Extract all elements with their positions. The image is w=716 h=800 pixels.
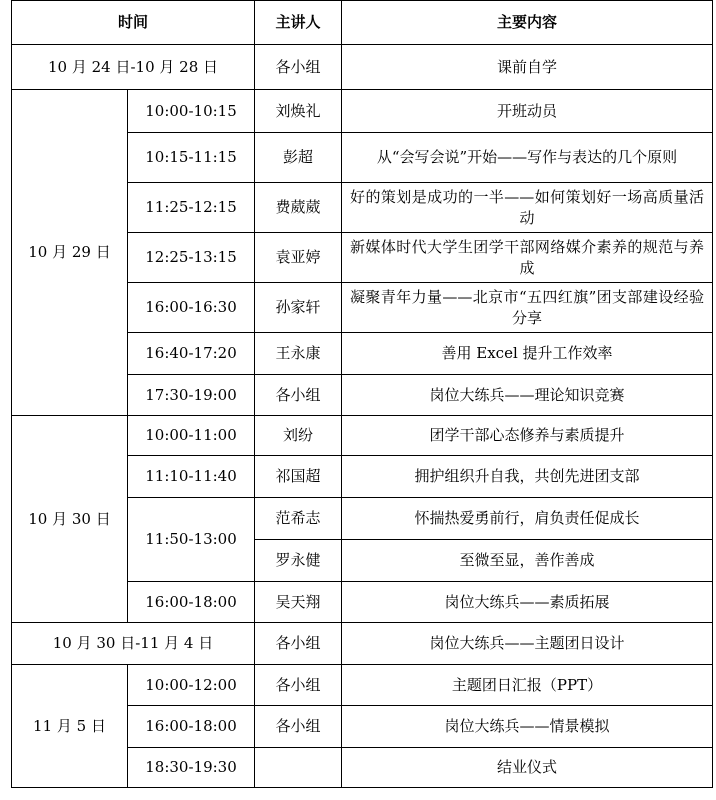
content-cell: 好的策划是成功的一半——如何策划好一场高质量活动 xyxy=(342,183,713,233)
speaker-cell: 刘焕礼 xyxy=(255,90,342,133)
time-cell: 11:50-13:00 xyxy=(128,498,255,582)
table-row xyxy=(12,416,713,456)
header-time: 时间 xyxy=(12,1,255,45)
speaker-cell: 各小组 xyxy=(255,706,342,748)
speaker-cell: 袁亚婷 xyxy=(255,233,342,283)
speaker-cell: 范希志 xyxy=(255,498,342,540)
speaker-cell: 吴天翔 xyxy=(255,582,342,623)
time-cell: 17:30-19:00 xyxy=(128,375,255,416)
content-cell: 从“会写会说”开始——写作与表达的几个原则 xyxy=(342,133,713,183)
time-cell: 16:00-16:30 xyxy=(128,283,255,333)
content-cell: 岗位大练兵——主题团日设计 xyxy=(342,623,713,665)
content-cell: 岗位大练兵——理论知识竞赛 xyxy=(342,375,713,416)
speaker-cell: 祁国超 xyxy=(255,456,342,498)
time-cell: 12:25-13:15 xyxy=(128,233,255,283)
content-cell: 拥护组织升自我，共创先进团支部 xyxy=(342,456,713,498)
time-cell: 16:00-18:00 xyxy=(128,706,255,748)
date-cell: 10 月 29 日 xyxy=(12,90,128,416)
speaker-cell: 王永康 xyxy=(255,333,342,375)
time-cell: 10:15-11:15 xyxy=(128,133,255,183)
speaker-cell: 刘纷 xyxy=(255,416,342,456)
time-cell: 10:00-11:00 xyxy=(128,416,255,456)
header-speaker: 主讲人 xyxy=(255,1,342,45)
time-cell: 10:00-10:15 xyxy=(128,90,255,133)
content-cell: 团学干部心态修养与素质提升 xyxy=(342,416,713,456)
time-cell: 16:40-17:20 xyxy=(128,333,255,375)
header-content: 主要内容 xyxy=(342,1,713,45)
table-row xyxy=(12,665,713,706)
date-cell: 10 月 24 日-10 月 28 日 xyxy=(12,45,255,90)
content-cell: 至微至显，善作善成 xyxy=(342,540,713,582)
content-cell: 开班动员 xyxy=(342,90,713,133)
content-cell: 怀揣热爱勇前行，肩负责任促成长 xyxy=(342,498,713,540)
speaker-cell xyxy=(255,748,342,788)
content-cell: 结业仪式 xyxy=(342,748,713,788)
speaker-cell: 孙家轩 xyxy=(255,283,342,333)
speaker-cell: 各小组 xyxy=(255,375,342,416)
table-row xyxy=(12,623,713,665)
time-cell: 11:25-12:15 xyxy=(128,183,255,233)
date-cell: 11 月 5 日 xyxy=(12,665,128,788)
content-cell: 善用 Excel 提升工作效率 xyxy=(342,333,713,375)
header-row xyxy=(12,1,713,45)
speaker-cell: 费葳葳 xyxy=(255,183,342,233)
speaker-cell: 各小组 xyxy=(255,665,342,706)
content-cell: 主题团日汇报（PPT） xyxy=(342,665,713,706)
content-cell: 新媒体时代大学生团学干部网络媒介素养的规范与养成 xyxy=(342,233,713,283)
table-row xyxy=(12,45,713,90)
time-cell: 16:00-18:00 xyxy=(128,582,255,623)
speaker-cell: 各小组 xyxy=(255,623,342,665)
content-cell: 岗位大练兵——素质拓展 xyxy=(342,582,713,623)
table-row xyxy=(12,90,713,133)
schedule-table xyxy=(11,0,713,788)
content-cell: 凝聚青年力量——北京市“五四红旗”团支部建设经验分享 xyxy=(342,283,713,333)
content-cell: 课前自学 xyxy=(342,45,713,90)
speaker-cell: 彭超 xyxy=(255,133,342,183)
speaker-cell: 各小组 xyxy=(255,45,342,90)
content-cell: 岗位大练兵——情景模拟 xyxy=(342,706,713,748)
time-cell: 10:00-12:00 xyxy=(128,665,255,706)
speaker-cell: 罗永健 xyxy=(255,540,342,582)
time-cell: 11:10-11:40 xyxy=(128,456,255,498)
date-cell: 10 月 30 日 xyxy=(12,416,128,623)
time-cell: 18:30-19:30 xyxy=(128,748,255,788)
date-cell: 10 月 30 日-11 月 4 日 xyxy=(12,623,255,665)
